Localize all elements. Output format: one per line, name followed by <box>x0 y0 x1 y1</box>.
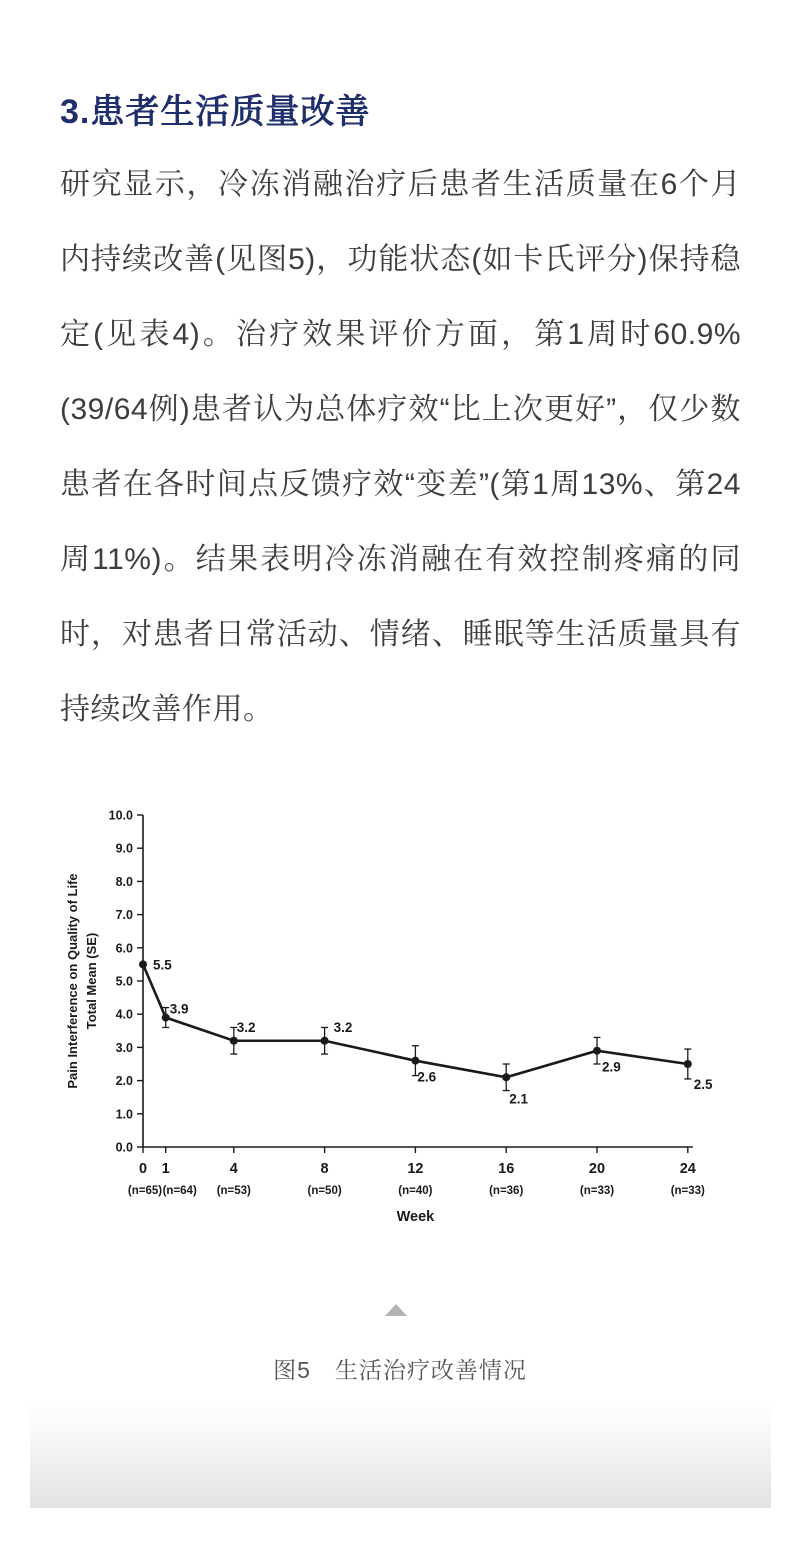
svg-text:2.5: 2.5 <box>693 1077 713 1092</box>
svg-text:12: 12 <box>407 1161 424 1177</box>
svg-text:2.6: 2.6 <box>417 1069 437 1085</box>
body-paragraph: 研究显示，冷冻消融治疗后患者生活质量在6个月内持续改善(见图5)，功能状态(如卡氏评分)保持稳定(见表4)。治疗效果评价方面，第1周时60.9%(39/64例)患者认为总体疗效“比上次更好”，仅少数患者在各时间点反馈疗效“变差”(第1周13%、第24周11%)。结果表明冷冻消融在有效控制疼痛的同时，对患者日常活动、情绪、睡眠等生活质量具有持续改善作用。 <box>60 168 741 726</box>
svg-text:1.0: 1.0 <box>115 1107 133 1122</box>
svg-text:5.0: 5.0 <box>115 974 133 989</box>
svg-text:3.2: 3.2 <box>333 1019 353 1035</box>
svg-text:1: 1 <box>161 1161 170 1177</box>
svg-text:16: 16 <box>498 1161 515 1177</box>
svg-text:(n=64): (n=64) <box>162 1185 197 1197</box>
svg-text:Pain Interference on Quality o: Pain Interference on Quality of Life <box>65 873 80 1089</box>
svg-text:10.0: 10.0 <box>108 808 133 823</box>
svg-text:2.9: 2.9 <box>602 1059 621 1075</box>
svg-text:4.0: 4.0 <box>115 1007 133 1022</box>
svg-text:2.1: 2.1 <box>509 1091 528 1107</box>
svg-text:3.2: 3.2 <box>236 1019 256 1035</box>
svg-text:Total Mean (SE): Total Mean (SE) <box>84 932 99 1030</box>
svg-text:3.9: 3.9 <box>169 1001 189 1017</box>
svg-text:(n=50): (n=50) <box>307 1185 342 1197</box>
svg-text:(n=53): (n=53) <box>216 1185 251 1197</box>
svg-text:3.0: 3.0 <box>115 1040 133 1055</box>
svg-text:6.0: 6.0 <box>115 941 133 956</box>
svg-text:(n=33): (n=33) <box>670 1185 705 1197</box>
svg-text:5.5: 5.5 <box>153 957 172 973</box>
svg-text:(n=33): (n=33) <box>579 1185 615 1197</box>
svg-text:(n=65): (n=65) <box>127 1185 163 1197</box>
bottom-gradient-panel <box>30 1402 771 1508</box>
up-triangle-icon <box>385 1304 407 1316</box>
figure-5-chart-container <box>50 790 750 1235</box>
svg-text:(n=40): (n=40) <box>398 1185 433 1197</box>
figure-caption: 图5 生活治疗改善情况 <box>273 1357 527 1383</box>
svg-text:0: 0 <box>138 1161 148 1177</box>
svg-text:2.0: 2.0 <box>115 1074 133 1089</box>
svg-text:4: 4 <box>229 1161 238 1177</box>
svg-text:7.0: 7.0 <box>115 908 133 923</box>
svg-text:8: 8 <box>320 1161 329 1177</box>
svg-text:(n=36): (n=36) <box>489 1185 524 1197</box>
svg-text:9.0: 9.0 <box>115 841 133 856</box>
svg-text:0.0: 0.0 <box>115 1140 133 1155</box>
svg-text:8.0: 8.0 <box>115 874 133 889</box>
svg-text:Week: Week <box>396 1209 435 1225</box>
svg-text:20: 20 <box>588 1161 606 1177</box>
pain-interference-line-chart <box>50 790 750 1235</box>
svg-text:24: 24 <box>679 1161 696 1177</box>
section-heading: 3.患者生活质量改善 <box>60 93 371 131</box>
